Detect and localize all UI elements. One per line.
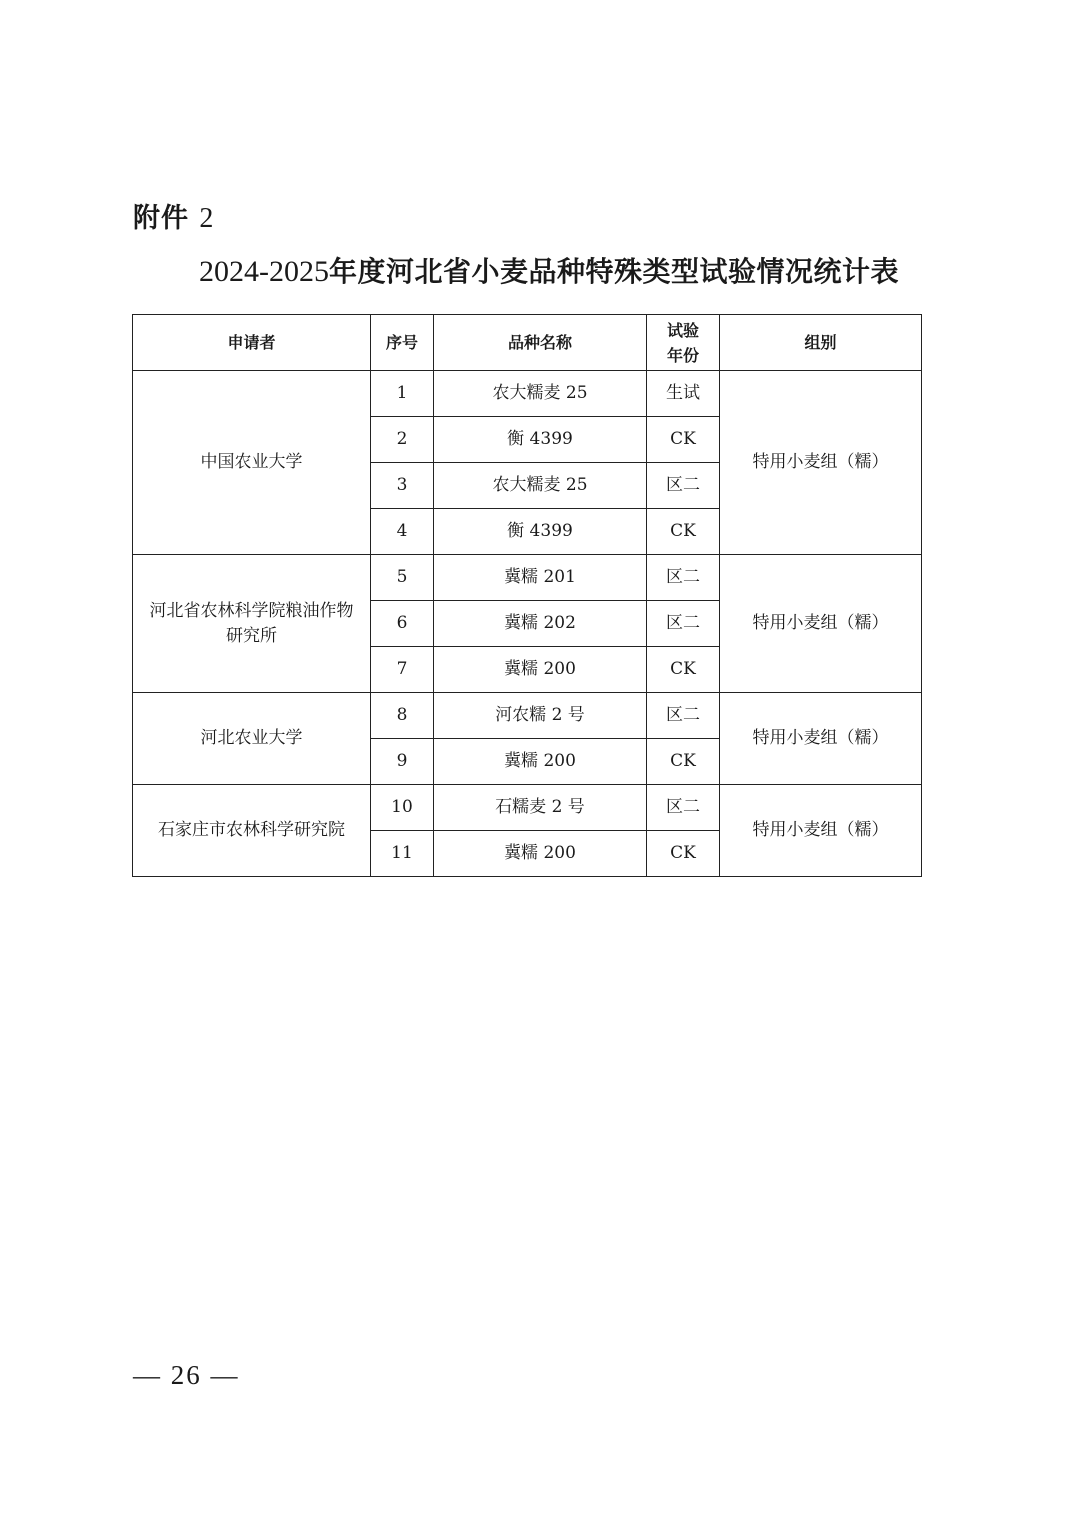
trial-year-cell: 区二 xyxy=(647,463,720,509)
seq-cell: 5 xyxy=(371,555,434,601)
applicant-line2: 研究所 xyxy=(226,625,277,646)
group-cell: 特用小麦组（糯） xyxy=(720,555,922,693)
title-text: 年度河北省小麦品种特殊类型试验情况统计表 xyxy=(328,255,899,288)
applicant-cell: 石家庄市农林科学研究院 xyxy=(133,785,371,877)
group-cell: 特用小麦组（糯） xyxy=(720,785,922,877)
seq-cell: 4 xyxy=(371,509,434,555)
trial-year-cell: CK xyxy=(647,417,720,463)
seq-cell: 10 xyxy=(371,785,434,831)
variety-cell: 冀糯 200 xyxy=(434,831,647,877)
variety-cell: 河农糯 2 号 xyxy=(434,693,647,739)
applicant-cell xyxy=(133,555,371,693)
seq-cell: 2 xyxy=(371,417,434,463)
trial-year-cell: CK xyxy=(647,509,720,555)
attachment-text: 附件 xyxy=(133,203,189,234)
trial-year-cell: 区二 xyxy=(647,785,720,831)
trial-year-cell: 区二 xyxy=(647,555,720,601)
applicant-cell: 河北农业大学 xyxy=(133,693,371,785)
seq-cell: 7 xyxy=(371,647,434,693)
table-header-row xyxy=(133,315,922,371)
header-trial-year-line1: 试验 xyxy=(666,320,699,340)
header-trial-year xyxy=(647,315,720,371)
applicant-cell: 中国农业大学 xyxy=(133,371,371,555)
header-seq: 序号 xyxy=(371,315,434,371)
variety-cell: 冀糯 201 xyxy=(434,555,647,601)
variety-cell: 石糯麦 2 号 xyxy=(434,785,647,831)
seq-cell: 1 xyxy=(371,371,434,417)
table-row xyxy=(133,693,922,739)
variety-cell: 冀糯 200 xyxy=(434,647,647,693)
header-group: 组别 xyxy=(720,315,922,371)
header-trial-year-line2: 年份 xyxy=(666,345,699,365)
trial-year-cell: CK xyxy=(647,831,720,877)
seq-cell: 6 xyxy=(371,601,434,647)
variety-cell: 衡 4399 xyxy=(434,509,647,555)
trial-statistics-table xyxy=(132,314,922,877)
group-cell: 特用小麦组（糯） xyxy=(720,371,922,555)
trial-year-cell: 生试 xyxy=(647,371,720,417)
variety-cell: 冀糯 202 xyxy=(434,601,647,647)
seq-cell: 11 xyxy=(371,831,434,877)
seq-cell: 8 xyxy=(371,693,434,739)
table-row xyxy=(133,555,922,601)
group-cell: 特用小麦组（糯） xyxy=(720,693,922,785)
table-row xyxy=(133,371,922,417)
variety-cell: 农大糯麦 25 xyxy=(434,463,647,509)
trial-year-cell: CK xyxy=(647,647,720,693)
applicant-line1: 河北省农林科学院粮油作物 xyxy=(149,600,354,621)
page-title xyxy=(0,250,1080,290)
page-number: — 26 — xyxy=(133,1360,240,1390)
variety-cell: 农大糯麦 25 xyxy=(434,371,647,417)
attachment-number: 2 xyxy=(199,203,215,234)
header-variety: 品种名称 xyxy=(434,315,647,371)
title-year-range: 2024-2025 xyxy=(198,255,329,288)
trial-year-cell: CK xyxy=(647,739,720,785)
trial-year-cell: 区二 xyxy=(647,601,720,647)
variety-cell: 衡 4399 xyxy=(434,417,647,463)
trial-year-cell: 区二 xyxy=(647,693,720,739)
header-applicant: 申请者 xyxy=(133,315,371,371)
seq-cell: 3 xyxy=(371,463,434,509)
attachment-label xyxy=(133,196,214,235)
table-row xyxy=(133,785,922,831)
seq-cell: 9 xyxy=(371,739,434,785)
variety-cell: 冀糯 200 xyxy=(434,739,647,785)
